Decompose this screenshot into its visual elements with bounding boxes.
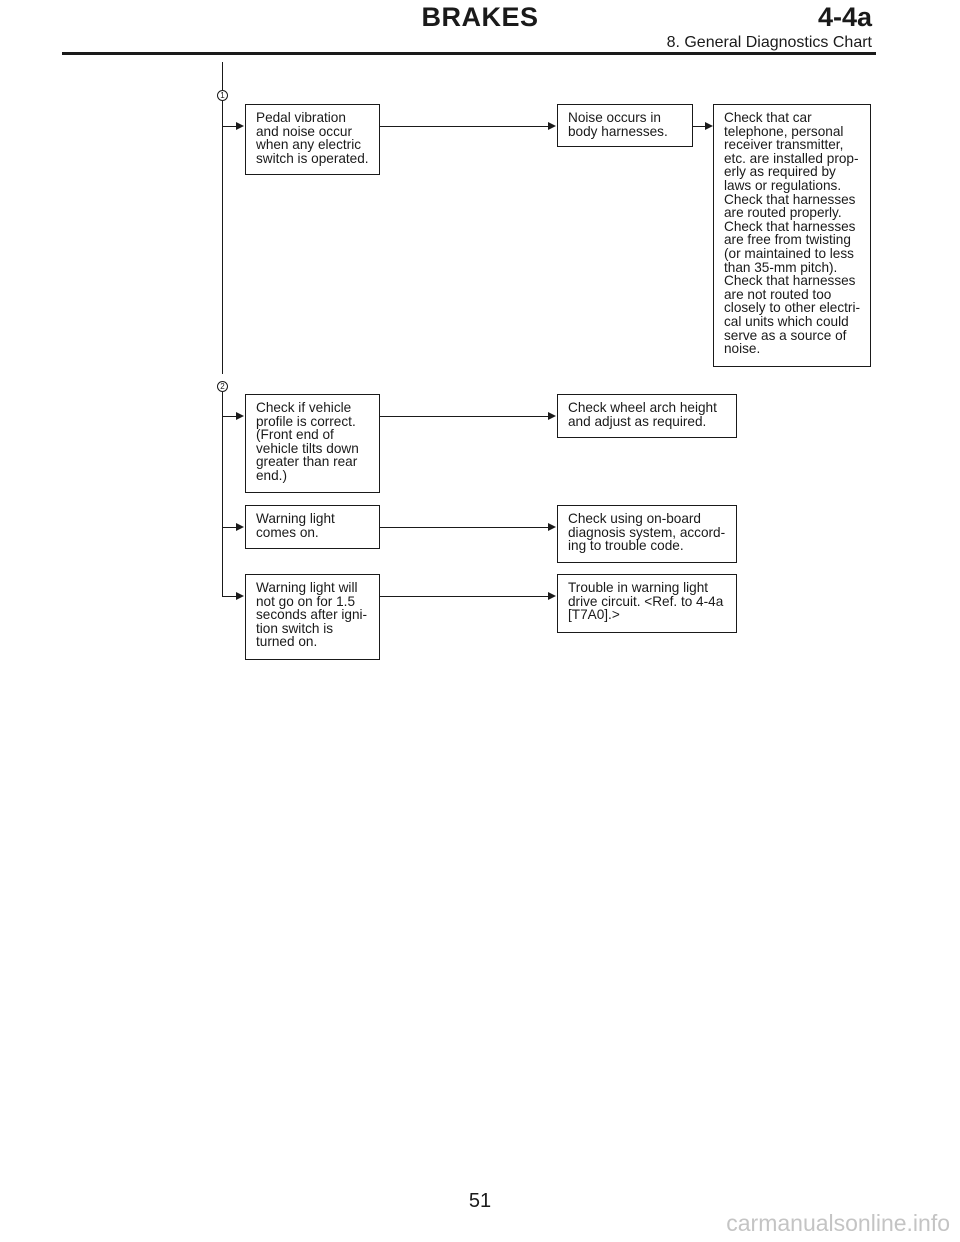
action-wheel-arch-box: Check wheel arch height and adjust as required. bbox=[557, 394, 737, 438]
arrow-right-icon bbox=[236, 592, 244, 600]
connector-line bbox=[222, 596, 236, 597]
arrow-right-icon bbox=[236, 523, 244, 531]
connector-line bbox=[379, 416, 548, 417]
section-number: 4-4a bbox=[817, 2, 872, 32]
symptom-warning-light-not-on-box: Warning light will not go on for 1.5 seconds after igni- tion switch is turned on. bbox=[245, 574, 380, 660]
arrow-right-icon bbox=[548, 592, 556, 600]
connector-line bbox=[222, 416, 236, 417]
connector-line bbox=[379, 596, 548, 597]
arrow-right-icon bbox=[548, 412, 556, 420]
connector-line bbox=[222, 126, 236, 127]
arrow-right-icon bbox=[236, 412, 244, 420]
symptom-warning-light-on-box: Warning light comes on. bbox=[245, 505, 380, 549]
section-subtitle: 8. General Diagnostics Chart bbox=[666, 34, 872, 51]
connector-line bbox=[379, 527, 548, 528]
action-warning-circuit-box: Trouble in warning light drive circuit. <Ref. to 4-4a [T7A0].> bbox=[557, 574, 737, 633]
cause-noise-harnesses-box: Noise occurs in body harnesses. bbox=[557, 104, 693, 147]
action-check-car-phone-box: Check that car telephone, personal receiver transmitter, etc. are installed prop- erly as required by laws or regulations. Check that harnesses are routed properly. Check that harnesses are free from twisting (or maintained to less than 35-mm pitch). Check that harnesses are not routed too closely to other electri- cal units which could serve as a source of noise. bbox=[713, 104, 871, 367]
step-marker-1: 1 bbox=[217, 90, 228, 101]
action-onboard-diagnosis-box: Check using on-board diagnosis system, accord- ing to trouble code. bbox=[557, 505, 737, 563]
connector-line bbox=[222, 527, 236, 528]
arrow-right-icon bbox=[548, 523, 556, 531]
symptom-pedal-vibration-box: Pedal vibration and noise occur when any electric switch is operated. bbox=[245, 104, 380, 175]
trunk-line-2 bbox=[222, 392, 223, 596]
arrow-right-icon bbox=[705, 122, 713, 130]
page-number: 51 bbox=[468, 1190, 492, 1212]
step-marker-2: 2 bbox=[217, 381, 228, 392]
watermark: carmanualsonline.info bbox=[726, 1210, 950, 1236]
trunk-line-1 bbox=[222, 62, 223, 374]
arrow-right-icon bbox=[548, 122, 556, 130]
connector-line bbox=[692, 126, 705, 127]
symptom-vehicle-profile-box: Check if vehicle profile is correct. (Front end of vehicle tilts down greater than rear end.) bbox=[245, 394, 380, 493]
connector-line bbox=[379, 126, 548, 127]
arrow-right-icon bbox=[236, 122, 244, 130]
page-title: BRAKES bbox=[421, 2, 539, 32]
header-rule bbox=[62, 52, 876, 55]
